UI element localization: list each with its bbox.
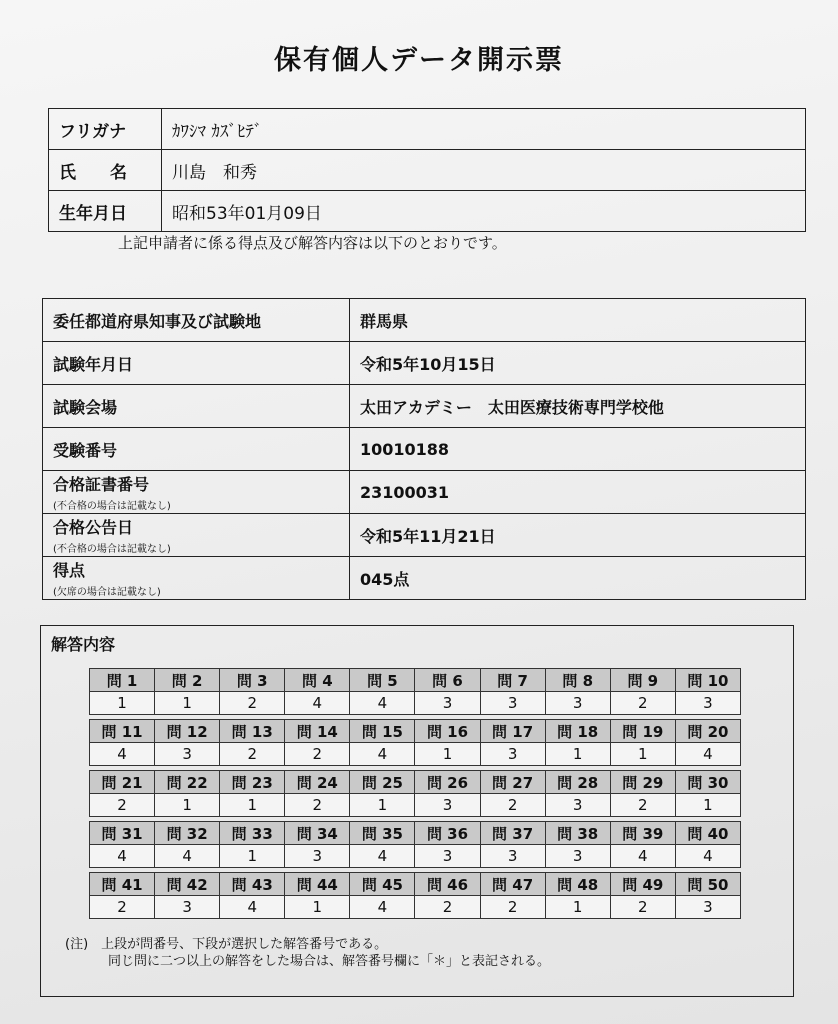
question-number: 問 15 bbox=[350, 720, 415, 743]
answer-value: 4 bbox=[220, 896, 285, 919]
exam-label-note: (欠席の場合は記載なし) bbox=[53, 587, 161, 598]
question-number: 問 12 bbox=[155, 720, 220, 743]
exam-value: 太田アカデミー 太田医療技術専門学校他 bbox=[350, 385, 806, 428]
name-value: 川島 和秀 bbox=[162, 150, 806, 191]
exam-value: 10010188 bbox=[350, 428, 806, 471]
table-row bbox=[43, 342, 806, 385]
question-number: 問 5 bbox=[350, 669, 415, 692]
answer-value: 3 bbox=[155, 743, 220, 766]
answer-value: 1 bbox=[285, 896, 350, 919]
question-number: 問 17 bbox=[480, 720, 545, 743]
question-number: 問 34 bbox=[285, 822, 350, 845]
exam-label bbox=[43, 514, 350, 557]
table-row bbox=[43, 385, 806, 428]
answer-value: 3 bbox=[415, 794, 480, 817]
furigana-value: ｶﾜｼﾏ ｶｽﾞﾋﾃﾞ bbox=[162, 109, 806, 150]
question-number: 問 22 bbox=[155, 771, 220, 794]
answer-value: 2 bbox=[480, 896, 545, 919]
exam-label bbox=[43, 557, 350, 600]
question-number: 問 2 bbox=[155, 669, 220, 692]
question-number: 問 36 bbox=[415, 822, 480, 845]
question-number: 問 46 bbox=[415, 873, 480, 896]
exam-label-text: 得点 bbox=[53, 561, 86, 580]
answer-value: 3 bbox=[415, 692, 480, 715]
answer-value: 1 bbox=[220, 794, 285, 817]
question-number: 問 20 bbox=[675, 720, 740, 743]
question-number: 問 24 bbox=[285, 771, 350, 794]
answer-value: 1 bbox=[415, 743, 480, 766]
question-number: 問 8 bbox=[545, 669, 610, 692]
dob-value: 昭和53年01月09日 bbox=[162, 191, 806, 232]
exam-label-text: 受験番号 bbox=[53, 440, 118, 460]
answer-value: 1 bbox=[610, 743, 675, 766]
answer-value: 2 bbox=[90, 794, 155, 817]
answer-value: 4 bbox=[675, 743, 740, 766]
answer-value: 2 bbox=[90, 896, 155, 919]
answer-value: 4 bbox=[610, 845, 675, 868]
question-number: 問 30 bbox=[675, 771, 740, 794]
answer-value: 1 bbox=[350, 794, 415, 817]
note-mark: (注) bbox=[65, 937, 89, 952]
exam-value: 令和5年10月15日 bbox=[350, 342, 806, 385]
answer-value: 3 bbox=[480, 743, 545, 766]
question-number: 問 25 bbox=[350, 771, 415, 794]
question-number: 問 10 bbox=[675, 669, 740, 692]
exam-value: 令和5年11月21日 bbox=[350, 514, 806, 557]
answer-value: 4 bbox=[285, 692, 350, 715]
answer-value: 2 bbox=[480, 794, 545, 817]
answer-value: 4 bbox=[350, 896, 415, 919]
question-number: 問 43 bbox=[220, 873, 285, 896]
table-row bbox=[43, 428, 806, 471]
answer-value: 3 bbox=[480, 845, 545, 868]
answer-block bbox=[89, 668, 741, 715]
name-label: 氏 名 bbox=[49, 150, 162, 191]
exam-value: 045点 bbox=[350, 557, 806, 600]
note-line-2: 同じ問に二つ以上の解答をした場合は、解答番号欄に「＊」と表記される。 bbox=[108, 954, 551, 969]
exam-label-text: 合格証書番号 bbox=[53, 475, 150, 494]
exam-value: 23100031 bbox=[350, 471, 806, 514]
answer-value: 3 bbox=[675, 692, 740, 715]
answer-value: 2 bbox=[610, 794, 675, 817]
question-number: 問 33 bbox=[220, 822, 285, 845]
question-row bbox=[90, 822, 741, 845]
exam-label-text: 合格公告日 bbox=[53, 518, 134, 537]
question-number: 問 18 bbox=[545, 720, 610, 743]
answers-section bbox=[40, 625, 794, 997]
question-number: 問 39 bbox=[610, 822, 675, 845]
answer-value: 1 bbox=[675, 794, 740, 817]
question-number: 問 41 bbox=[90, 873, 155, 896]
answer-value: 4 bbox=[90, 845, 155, 868]
question-number: 問 42 bbox=[155, 873, 220, 896]
answer-block bbox=[89, 872, 741, 919]
answer-grid bbox=[89, 668, 741, 923]
answer-value: 1 bbox=[220, 845, 285, 868]
answer-block bbox=[89, 719, 741, 766]
table-row bbox=[49, 109, 806, 150]
exam-label-text: 委任都道府県知事及び試験地 bbox=[53, 311, 262, 331]
question-number: 問 6 bbox=[415, 669, 480, 692]
question-row bbox=[90, 669, 741, 692]
question-number: 問 14 bbox=[285, 720, 350, 743]
answer-value: 2 bbox=[610, 692, 675, 715]
answer-value: 1 bbox=[155, 794, 220, 817]
answer-value: 2 bbox=[220, 743, 285, 766]
exam-label bbox=[43, 428, 350, 471]
question-number: 問 26 bbox=[415, 771, 480, 794]
question-number: 問 32 bbox=[155, 822, 220, 845]
answer-value: 4 bbox=[350, 845, 415, 868]
question-number: 問 23 bbox=[220, 771, 285, 794]
page-title: 保有個人データ開示票 bbox=[274, 45, 564, 76]
question-number: 問 37 bbox=[480, 822, 545, 845]
exam-label-text: 試験会場 bbox=[53, 397, 118, 417]
question-row bbox=[90, 771, 741, 794]
question-number: 問 45 bbox=[350, 873, 415, 896]
answer-block bbox=[89, 770, 741, 817]
answer-value: 4 bbox=[675, 845, 740, 868]
answers-title: 解答内容 bbox=[51, 635, 116, 654]
answer-row bbox=[90, 692, 741, 715]
exam-label-note: (不合格の場合は記載なし) bbox=[53, 544, 171, 555]
question-number: 問 11 bbox=[90, 720, 155, 743]
question-number: 問 1 bbox=[90, 669, 155, 692]
question-number: 問 3 bbox=[220, 669, 285, 692]
exam-label bbox=[43, 385, 350, 428]
question-number: 問 49 bbox=[610, 873, 675, 896]
answer-row bbox=[90, 896, 741, 919]
answer-value: 3 bbox=[415, 845, 480, 868]
answer-value: 2 bbox=[415, 896, 480, 919]
question-number: 問 31 bbox=[90, 822, 155, 845]
question-number: 問 27 bbox=[480, 771, 545, 794]
answer-value: 4 bbox=[90, 743, 155, 766]
question-number: 問 19 bbox=[610, 720, 675, 743]
question-number: 問 29 bbox=[610, 771, 675, 794]
question-number: 問 16 bbox=[415, 720, 480, 743]
answer-value: 4 bbox=[350, 692, 415, 715]
answer-value: 4 bbox=[350, 743, 415, 766]
table-row bbox=[43, 557, 806, 600]
exam-label bbox=[43, 471, 350, 514]
dob-label: 生年月日 bbox=[49, 191, 162, 232]
answer-value: 3 bbox=[155, 896, 220, 919]
answer-value: 2 bbox=[285, 794, 350, 817]
answer-value: 2 bbox=[220, 692, 285, 715]
question-number: 問 40 bbox=[675, 822, 740, 845]
question-number: 問 50 bbox=[675, 873, 740, 896]
answer-value: 2 bbox=[285, 743, 350, 766]
question-row bbox=[90, 720, 741, 743]
answer-row bbox=[90, 845, 741, 868]
answer-value: 3 bbox=[545, 692, 610, 715]
question-number: 問 28 bbox=[545, 771, 610, 794]
exam-table bbox=[42, 298, 806, 600]
answer-value: 1 bbox=[545, 743, 610, 766]
table-row bbox=[49, 150, 806, 191]
answer-value: 3 bbox=[675, 896, 740, 919]
answer-row bbox=[90, 743, 741, 766]
answer-value: 1 bbox=[545, 896, 610, 919]
question-row bbox=[90, 873, 741, 896]
answer-value: 1 bbox=[155, 692, 220, 715]
question-number: 問 48 bbox=[545, 873, 610, 896]
answer-value: 3 bbox=[545, 845, 610, 868]
answer-value: 1 bbox=[90, 692, 155, 715]
question-number: 問 9 bbox=[610, 669, 675, 692]
answers-note bbox=[65, 936, 550, 970]
answer-block bbox=[89, 821, 741, 868]
exam-value: 群馬県 bbox=[350, 299, 806, 342]
table-row bbox=[49, 191, 806, 232]
question-number: 問 13 bbox=[220, 720, 285, 743]
exam-label bbox=[43, 342, 350, 385]
exam-label-text: 試験年月日 bbox=[53, 354, 134, 374]
furigana-label: フリガナ bbox=[49, 109, 162, 150]
answer-value: 3 bbox=[545, 794, 610, 817]
question-number: 問 35 bbox=[350, 822, 415, 845]
answer-value: 3 bbox=[480, 692, 545, 715]
answer-value: 3 bbox=[285, 845, 350, 868]
answer-value: 4 bbox=[155, 845, 220, 868]
question-number: 問 44 bbox=[285, 873, 350, 896]
exam-label-note: (不合格の場合は記載なし) bbox=[53, 501, 171, 512]
applicant-table bbox=[48, 108, 806, 232]
table-row bbox=[43, 514, 806, 557]
answer-row bbox=[90, 794, 741, 817]
exam-label bbox=[43, 299, 350, 342]
question-number: 問 21 bbox=[90, 771, 155, 794]
question-number: 問 47 bbox=[480, 873, 545, 896]
note-line-1: 上段が問番号、下段が選択した解答番号である。 bbox=[101, 937, 388, 952]
table-row bbox=[43, 299, 806, 342]
question-number: 問 38 bbox=[545, 822, 610, 845]
table-row bbox=[43, 471, 806, 514]
intro-note: 上記申請者に係る得点及び解答内容は以下のとおりです。 bbox=[118, 234, 507, 252]
question-number: 問 7 bbox=[480, 669, 545, 692]
question-number: 問 4 bbox=[285, 669, 350, 692]
answer-value: 2 bbox=[610, 896, 675, 919]
